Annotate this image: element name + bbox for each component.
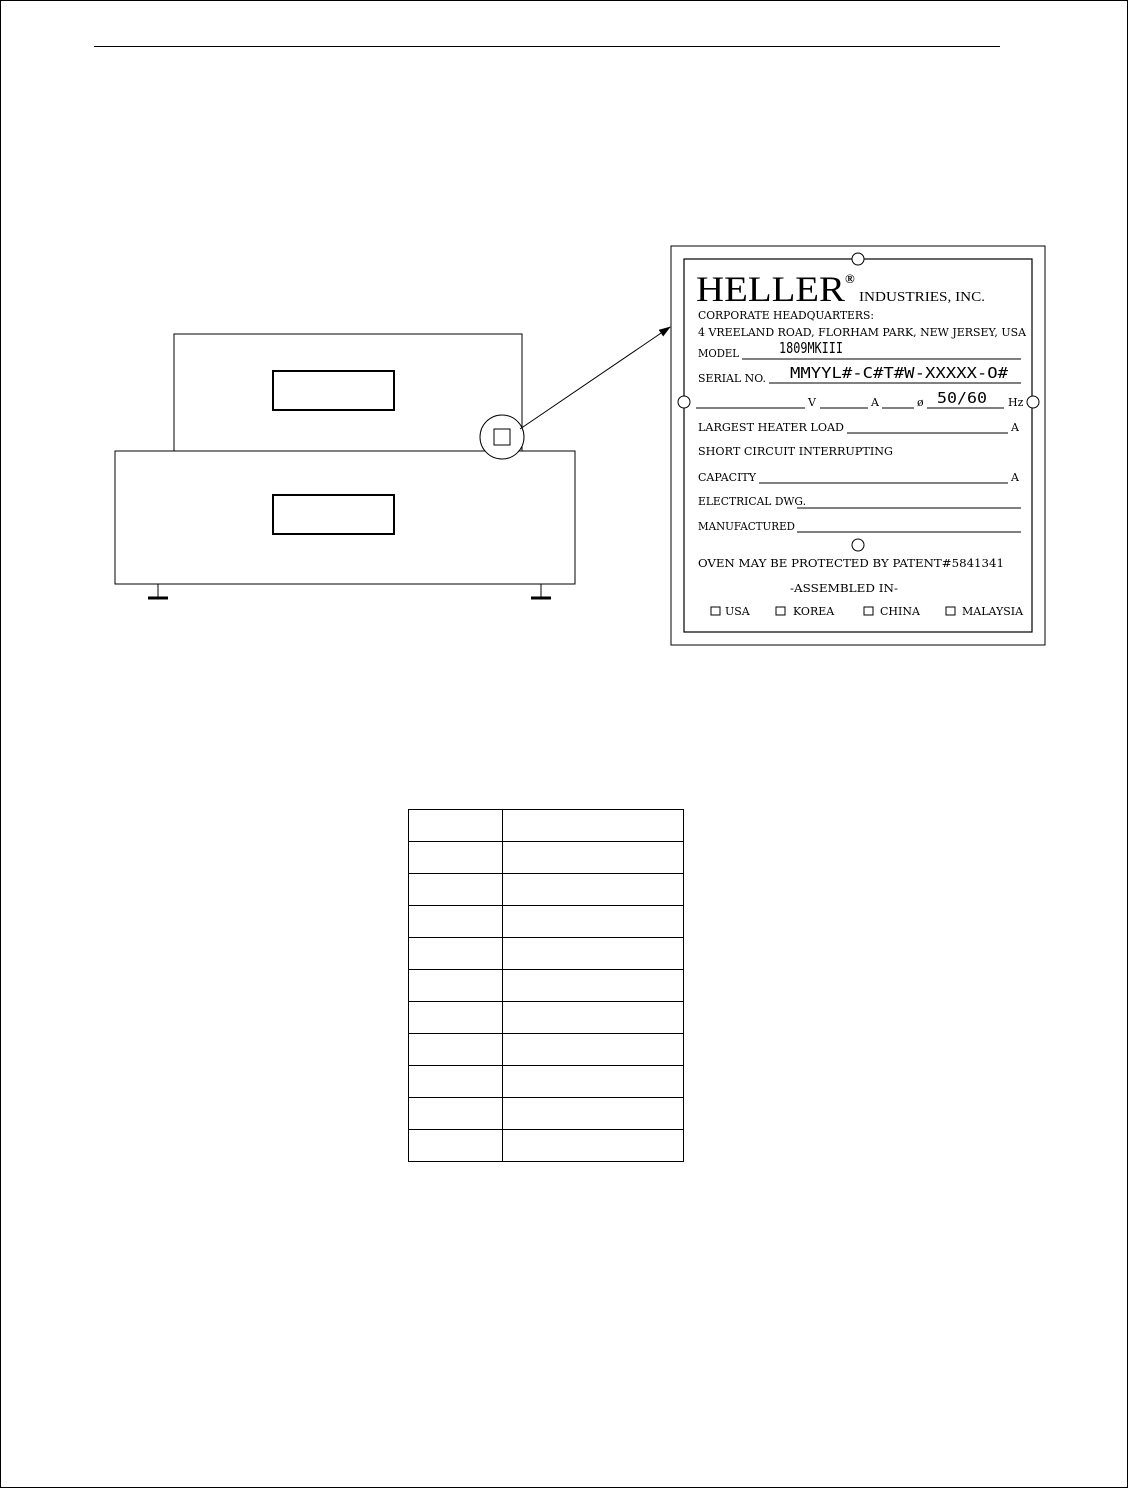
table-row — [409, 938, 684, 970]
table-cell — [409, 874, 503, 906]
table-cell — [409, 1034, 503, 1066]
table-cell — [503, 1130, 684, 1162]
checkbox-korea — [776, 607, 785, 615]
mount-hole-center — [852, 539, 864, 551]
table-cell — [503, 1034, 684, 1066]
table-cell — [409, 1130, 503, 1162]
amps-label: A — [871, 396, 879, 409]
assembled-label: -ASSEMBLED IN- — [790, 582, 899, 595]
table-cell — [503, 938, 684, 970]
left-foot — [148, 584, 168, 598]
table-row — [409, 970, 684, 1002]
mount-hole-top — [852, 253, 864, 265]
brand-name: HELLER — [696, 269, 845, 309]
table-cell — [409, 1002, 503, 1034]
table-row — [409, 1034, 684, 1066]
serial-label: SERIAL NO. — [698, 372, 766, 385]
table-cell — [409, 810, 503, 842]
blank-table-body — [409, 810, 684, 1162]
oven-body — [115, 451, 575, 584]
oven-hood — [174, 334, 522, 451]
callout-arrow — [520, 327, 670, 429]
capacity-label: CAPACITY — [698, 471, 757, 484]
largest-heater-label: LARGEST HEATER LOAD — [698, 421, 845, 434]
mount-hole-right — [1027, 396, 1039, 408]
checkbox-usa — [711, 607, 720, 615]
country-usa: USA — [725, 605, 750, 618]
table-cell — [409, 938, 503, 970]
table-cell — [409, 842, 503, 874]
country-china: CHINA — [880, 605, 920, 618]
checkbox-china — [864, 607, 873, 615]
serial-value: MMYYL#-C#T#W-XXXXX-O# — [790, 364, 1008, 382]
hz-label: Hz — [1008, 396, 1024, 409]
table-row — [409, 1098, 684, 1130]
table-cell — [503, 874, 684, 906]
table-row — [409, 874, 684, 906]
table-cell — [503, 906, 684, 938]
country-checkboxes — [711, 605, 1024, 618]
blank-table — [408, 809, 684, 1162]
table-cell — [503, 842, 684, 874]
table-cell — [503, 1098, 684, 1130]
volts-label: V — [808, 396, 816, 409]
company-suffix: INDUSTRIES, INC. — [859, 290, 985, 305]
short-circuit-label: SHORT CIRCUIT INTERRUPTING — [698, 445, 893, 458]
patent-text: OVEN MAY BE PROTECTED BY PATENT#5841341 — [698, 557, 1004, 570]
manufactured-label: MANUFACTURED — [698, 520, 796, 533]
table-row — [409, 1002, 684, 1034]
table-cell — [503, 1066, 684, 1098]
table-cell — [503, 810, 684, 842]
table-row — [409, 1066, 684, 1098]
table-cell — [409, 1098, 503, 1130]
largest-heater-unit: A — [1011, 421, 1019, 434]
electrical-dwg-label: ELECTRICAL DWG. — [698, 495, 806, 508]
model-label: MODEL — [698, 347, 740, 360]
table-cell — [409, 970, 503, 1002]
nameplate — [671, 246, 1045, 645]
mount-hole-left — [678, 396, 690, 408]
model-value: 1809MKIII — [779, 339, 843, 357]
checkbox-malaysia — [946, 607, 955, 615]
oven-drawing — [115, 327, 670, 598]
table-cell — [409, 906, 503, 938]
table-cell — [503, 970, 684, 1002]
country-malaysia: MALAYSIA — [962, 605, 1024, 618]
table-row — [409, 1130, 684, 1162]
table-row — [409, 906, 684, 938]
hz-value: 50/60 — [937, 389, 987, 407]
registered-mark: ® — [845, 271, 855, 286]
phase-label: ø — [917, 396, 924, 409]
table-row — [409, 810, 684, 842]
hood-panel — [273, 371, 394, 410]
right-foot — [531, 584, 551, 598]
nameplate-callout-circle — [480, 415, 524, 459]
hq-label: CORPORATE HEADQUARTERS: — [698, 309, 874, 322]
capacity-unit: A — [1011, 471, 1019, 484]
table-cell — [503, 1002, 684, 1034]
country-korea: KOREA — [793, 605, 835, 618]
table-row — [409, 842, 684, 874]
hq-address: 4 VREELAND ROAD, FLORHAM PARK, NEW JERSEY, USA — [698, 326, 1028, 339]
table-cell — [409, 1066, 503, 1098]
